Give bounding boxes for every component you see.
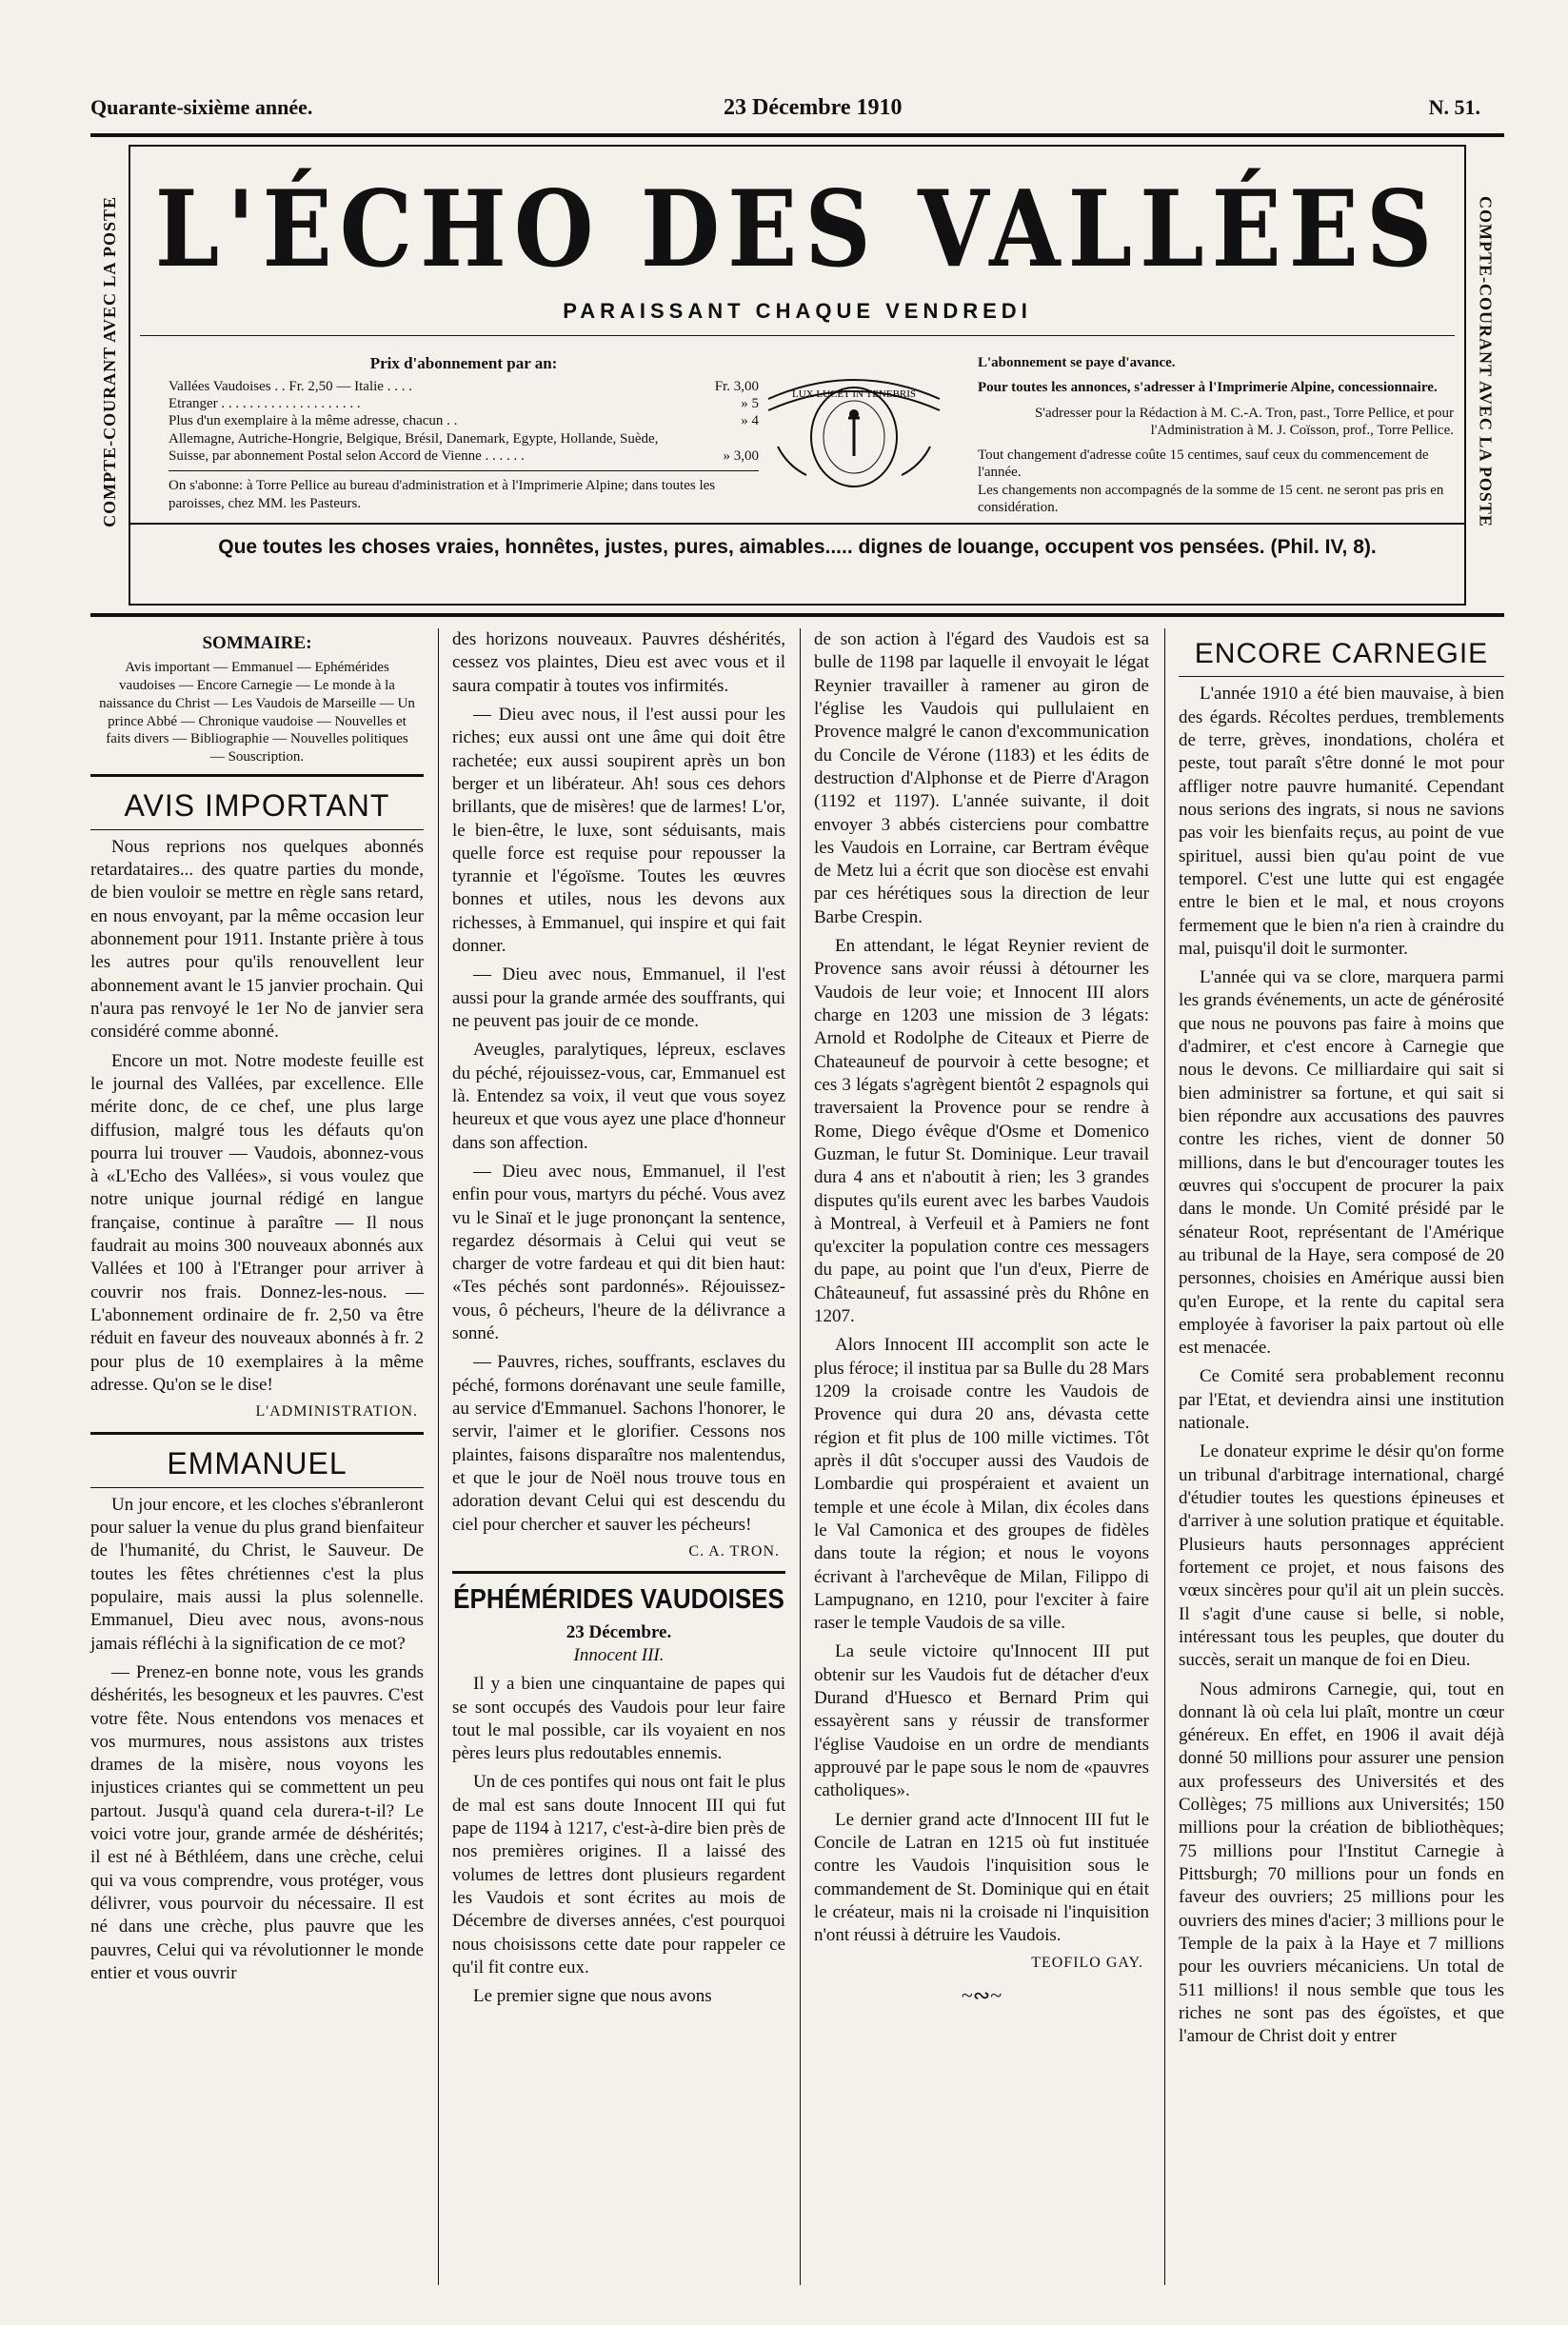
price-row: Etranger . . . . . . . . . . . . . . . . . . . . » 5 (169, 396, 759, 412)
avis-heading: AVIS IMPORTANT (90, 786, 424, 830)
emmanuel-paragraph: des horizons nouveaux. Pauvres déshérités, cessez vos plaintes, Dieu est avec vous et il saura compatir à toutes vos infirmités. (452, 629, 785, 696)
ephemerides-paragraph: En attendant, le légat Reynier revient de Provence sans avoir réussi à détourner les Vaudois de leur voie; et Innocent III alors charge en 1203 une mission de 3 légats: Arnold et Rodolphe de Citeaux et Pierre de Chateauneuf de pourvoir à cette besogne; et ces 3 légats s'agrègent bientôt 2 espagnols qui traversaient la Provence pour se rendre à Rome, Diego évêque d'Osme et Domenico Guzman, le futur St. Dominique. Leur travail dura 4 ans et n'aboutit à rien; les 3 grandes disputes qu'ils eurent avec les barbes Vaudois à Montreal, à Verfeuil et à Pamiers ne font qu'exciter la population contre ces messagers du pape, au point que l'un d'eux, Pierre de Châteauneuf, fut assassiné près du Rhône en 1207. (814, 936, 1149, 1327)
issue-date: 23 Décembre 1910 (724, 95, 903, 120)
ephemerides-paragraph: de son action à l'égard des Vaudois est sa bulle de 1198 par laquelle il envoyait le légat Reynier travailler à ramener au giron de l'église les Vaudois qui pullulaient en Provence malgré le canon d'excommunication du Concile de Vérone (1183) et les édits de destruction d'Alphonse et de Pierre d'Aragon (1192 et 1197). L'année suivante, il doit envoyer 3 abbés cisterciens pour combattre les Vaudois en Lorraine, car Bertram évêque de Metz lui a écrit que son diocèse est envahi par ces hérétiques sous la direction de leur Barbe Crespin. (814, 629, 1149, 927)
subscription-divider (169, 470, 759, 471)
ornament-icon: ~∾~ (961, 1982, 1002, 2007)
ephemerides-heading: ÉPHÉMÉRIDES VAUDOISES (453, 1582, 784, 1615)
ephemerides-paragraph: Le dernier grand acte d'Innocent III fut le Concile de Latran en 1215 où fut instituée contre les Vaudois l'inquisition sous le commandement de St. Dominique qui en était le créateur, mais ni la croisade ni l'inquisition n'ont réussi à détruire les Vaudois. (814, 1809, 1149, 1946)
ephemerides-signature: TEOFILO GAY. (1031, 1954, 1143, 1971)
carnegie-paragraph: L'année qui va se clore, marquera parmi les grands événements, un acte de générosité que nous ne pouvons pas faire à moins que d'admirer, et c'est encore à Carnegie que nous le devons. Ce milliardaire qui sait si bien administrer sa fortune, et qui sait si bien répondre aux accusations des pauvres contre les riches, vient de donner 50 millions, dans le but d'encourager toutes les œuvres qui s'occupent de procurer la paix dans le monde. Un Comité présidé par le sénateur Root, représentant de l'Amérique au tribunal de la Haye, sera composé de 20 personnes, choisies en Amérique aussi bien qu'en Europe, et la rente du capital sera employée à favoriser la paix partout où elle est menacée. (1179, 967, 1504, 1359)
issue-number: N. 51. (1428, 95, 1480, 119)
section-divider (452, 1571, 785, 1574)
column-2 (452, 628, 785, 2015)
emmanuel-paragraph: — Dieu avec nous, Emmanuel, il l'est enfin pour vous, martyrs du péché. Vous avez vu le Sinaï et le juge prononçant la sentence, regardez désormais à Celui qui veut se charger de votre fardeau et qui dit bien haut: «Tes péchés sont pardonnés». Réjouissez-vous, ô pécheurs, l'heure de la délivrance a sonné. (452, 1161, 785, 1344)
info-line: S'adresser pour la Rédaction à M. C.-A. Tron, past., Torre Pellice, et pour l'Administration à M. J. Coïsson, prof., Torre Pellice. (1034, 405, 1454, 438)
motto-bar: Que toutes les choses vraies, honnêtes, justes, pures, aimables..... dignes de louange, occupent vos pensées. (Phil. IV, 8). (130, 523, 1464, 559)
price-row: Plus d'un exemplaire à la même adresse, chacun . . » 4 (169, 413, 759, 429)
sommaire-heading: SOMMAIRE: (202, 633, 312, 653)
avis-paragraph: Encore un mot. Notre modeste feuille est le journal des Vallées, par excellence. Elle mérite donc, de ce chef, une plus large diffusion, malgré tous les défauts qu'on pourra lui trouver — Vaudois, abonnez-vous à «L'Echo des Vallées», si vous voulez que notre unique journal rédigé en langue française, continue à paraître — Il nous faudrait au moins 300 nouveaux abonnés aux Vallées et 100 à l'Etranger pour arriver à couvrir nos frais. Donnez-les-nous. — L'abonnement ordinaire de fr. 2,50 va être réduit en faveur des nouveaux abonnés à fr. 2 pour plus de 10 exemplaires à la même adresse. Qu'on se le dise! (90, 1050, 424, 1395)
column-1 (90, 628, 424, 1991)
emmanuel-heading: EMMANUEL (90, 1444, 424, 1488)
newspaper-subtitle: PARAISSANT CHAQUE VENDREDI (563, 299, 1032, 323)
info-line: Pour toutes les annonces, s'adresser à l'Imprimerie Alpine, concessionnaire. (978, 380, 1438, 396)
column-3 (814, 628, 1149, 2015)
carnegie-paragraph: Ce Comité sera probablement reconnu par l'Etat, et deviendra ainsi une institution nationale. (1179, 1366, 1504, 1434)
section-divider (90, 774, 424, 777)
column-4 (1179, 628, 1504, 2055)
carnegie-heading: ENCORE CARNEGIE (1179, 636, 1504, 677)
ephemerides-paragraph: La seule victoire qu'Innocent III put obtenir sur les Vaudois fut de détacher d'eux Durand d'Huesco et Bernard Prim qui essayèrent sans y réussir de transformer l'église Vaudoise en un ordre de mendiants approuvé par le pape sous le nom de «pauvres catholiques». (814, 1641, 1149, 1801)
emmanuel-paragraph: Aveugles, paralytiques, lépreux, esclaves du péché, réjouissez-vous, car, Emmanuel est là. Entendez sa voix, il veut que vous soyez heureux et que vous ayez une place d'honneur dans son affection. (452, 1040, 785, 1153)
emmanuel-paragraph: — Prenez-en bonne note, vous les grands déshérités, les besogneux et les pauvres. C'est votre fête. Nous entendons vos menaces et vos murmures, nous assistons aux tristes drames de la misère, nous voyons les injustices criantes qui se commettent un peu partout. Jusqu'à quand cela durera-t-il? Le voici votre jour, grande armée de déshérités; il est né à Béthléem, dans une crèche, celui qui va vous comprendre, vous protéger, vous délivrer, vous pourvoir du nécessaire. Il est né dans une crèche, plus pauvre que les pauvres, Celui qui va révolutionner le monde entier et vous ouvrir (90, 1661, 424, 1983)
column-rule (438, 628, 439, 2285)
avis-paragraph: Nous reprions nos quelques abonnés retardataires... des quatre parties du monde, de bien vouloir se mettre en règle sans retard, en nous envoyant, par la même occasion leur abonnement pour 1911. Instante prière à tous les autres pour qu'ils renouvellent leur abonnement avant le 15 janvier prochain. Qui n'aura pas renvoyé le 1er No de janvier sera considéré comme abonné. (90, 836, 424, 1043)
section-divider (90, 1432, 424, 1435)
side-text-right: COMPTE-COURANT AVEC LA POSTE (1476, 196, 1496, 527)
column-rule (1164, 628, 1165, 2285)
emmanuel-paragraph: — Pauvres, riches, souffrants, esclaves du péché, formons dorénavant une seule famille, au service d'Emmanuel. Sachons l'honorer, le servir, l'aimer et le glorifier. Cessons nos plaintes, faisons disparaître nos malentendus, et que le jour de Noël nous trouve tous en adoration devant Celui qui est descendu du ciel pour chercher et sauver les pécheurs! (452, 1352, 785, 1535)
column-rule (800, 628, 801, 2285)
ephemerides-date: 23 Décembre. (566, 1621, 672, 1642)
subscription-note: On s'abonne: à Torre Pellice au bureau d'administration et à l'Imprimerie Alpine; dans toutes les paroisses, chez MM. les Pasteurs. (169, 478, 716, 511)
ephemerides-subject: Innocent III. (573, 1644, 665, 1665)
price-row: Allemagne, Autriche-Hongrie, Belgique, Brésil, Danemark, Egypte, Hollande, Suède, Suisse, par abonnement Postal selon Accord de Vienne . . . . . . » 3,00 (169, 430, 759, 464)
carnegie-paragraph: Nous admirons Carnegie, qui, tout en donnant là où cela lui plaît, montre un cœur généreux. En effet, en 1906 il avait déjà donné 50 millions pour assurer une pension aux professeurs des Universités et des Collèges; 75 millions aux Universités; 150 millions pour la création de bibliothèques; 75 millions pour l'Institut Carnegie à Pittsburgh; 70 millions pour un fonds en faveur des ouvriers; 25 millions pour les ouvriers des mines d'acier; 3 millions pour le Temple de la paix à la Haye et 7 millions pour les ouvriers mécaniciens. Un total de 511 millions! il nous semble que tous les riches ne sont pas des égoïstes, et que l'amour de Christ doit y entrer (1179, 1679, 1504, 2047)
avis-signature: L'ADMINISTRATION. (255, 1403, 418, 1421)
ephemerides-paragraph: Alors Innocent III accomplit son acte le plus féroce; il institua par sa Bulle du 28 Mars 1209 la croisade contre les Vaudois de Provence qui dura 20 ans, dévasta cette région et fit plus de 100 mille victimes. Tôt après il dût s'occuper aussi des Vaudois de Lombardie qui prospéraient et avaient un temple et une école à Milan, dix écoles dans le Val Camonica et des groupes de fidèles dans toute la région; et nous le voyons écrivant à l'archevêque de Milan, Filippo di Lampugnano, en 1210, pour l'exciter à faire raser le temple Vaudois de sa ville. (814, 1335, 1149, 1634)
masthead-box (129, 145, 1466, 606)
ephemerides-paragraph: Un de ces pontifes qui nous ont fait le plus de mal est sans doute Innocent III qui fut pape de 1194 à 1217, c'est-à-dire bien près de nos premières origines. Il a laissé des volumes de lettres dont plusieurs regardent les Vaudois et sont écrites au mois de Décembre de diverses années, c'est pourquoi nous choisissons cette date pour rappeler ce qu'il fit contre eux. (452, 1772, 785, 1977)
emmanuel-paragraph: — Dieu avec nous, Emmanuel, il l'est aussi pour la grande armée des souffrants, qui ne peuvent pas jouir de ce monde. (452, 964, 785, 1031)
ephemerides-paragraph: Il y a bien une cinquantaine de papes qui se sont occupés des Vaudois pour leur faire tout le mal possible, car ils voyaient en nos pères leurs plus redoutables ennemis. (452, 1674, 785, 1764)
carnegie-paragraph: L'année 1910 a été bien mauvaise, à bien des égards. Récoltes perdues, tremblements de terre, grèves, inondations, choléra et peste, tout paraît s'être donné le mot pour affliger notre pauvre humanité. Cependant nous serions des ingrats, si nous ne savions pas voir les bienfaits reçus, au point de vue spirituel, aussi bien qu'au point de vue temporel. C'est une lutte qui est engagée entre le bien et le mal, et nous croyons fermement que le bien n'a rien à craindre du mal, puisqu'il doit le surmonter. (1179, 684, 1504, 959)
info-line: Les changements non accompagnés de la somme de 15 cent. ne seront pas pris en considération. (978, 482, 1444, 516)
seal-motto: LUX LUCET IN TENEBRIS (791, 388, 917, 400)
subscription-box (169, 354, 759, 512)
masthead-divider (140, 335, 1455, 336)
info-box (978, 354, 1454, 524)
subscription-heading: Prix d'abonnement par an: (369, 354, 558, 372)
ephemerides-paragraph: Le premier signe que nous avons (473, 1986, 712, 2007)
price-row: Vallées Vaudoises . . Fr. 2,50 — Italie . . . . Fr. 3,00 (169, 378, 759, 394)
carnegie-paragraph: Le donateur exprime le désir qu'on forme un tribunal d'arbitrage international, chargé d'étudier toutes les questions épineuses et d'arriver à une solution pratique et équitable. Plusieurs hauts personnages apprécient fortement ce projet, et nous faisons des vœux sincères pour qu'il ait un plein succès. Il s'agit d'une cause si belle, si noble, intéressant tous les peuples, que douter du succès, serait un manque de foi en Dieu. (1179, 1441, 1504, 1671)
article-columns (90, 628, 1504, 2304)
masthead (90, 133, 1504, 617)
sommaire-list: Avis important — Emmanuel — Ephémérides vaudoises — Encore Carnegie — Le monde à la naissance du Christ — Les Vaudois de Marseille — Un prince Abbé — Chronique vaudoise — Nouvelles et faits divers — Bibliographie — Nouvelles politiques — Souscription. (99, 660, 415, 765)
year-label: Quarante-sixième année. (90, 95, 313, 119)
emmanuel-paragraph: — Dieu avec nous, il l'est aussi pour les riches; eux aussi ont une âme qui doit être rachetée; eux aussi soupirent après un bon berger et un libérateur. Ah! sous ces dehors brillants, que de misères! que de larmes! L'or, le bien-être, le luxe, sont séduisants, mais quelle force est requise pour repousser la tyrannie et l'égoïsme. Toutes les œuvres bonnes et utiles, nous les devons aux richesses, à Emmanuel, qui inspire et qui fait donner. (452, 704, 785, 957)
emmanuel-signature: C. A. TRON. (688, 1542, 780, 1560)
info-line: L'abonnement se paye d'avance. (978, 355, 1176, 370)
seal-emblem-icon (749, 361, 959, 504)
side-text-left: COMPTE-COURANT AVEC LA POSTE (99, 196, 119, 527)
info-line: Tout changement d'adresse coûte 15 centimes, sauf ceux du commencement de l'année. (978, 447, 1429, 481)
emmanuel-paragraph: Un jour encore, et les cloches s'ébranleront pour saluer la venue du plus grand bienfaiteur de l'humanité, du Christ, le Sauveur. De toutes les fêtes chrétiennes c'est la plus populaire, mais aussi la plus solennelle. Emmanuel, Dieu avec nous, avons-nous jamais réfléchi à la signification de ce mot? (90, 1494, 424, 1654)
newspaper-title: L'ÉCHO DES VALLÉES (154, 167, 1440, 291)
